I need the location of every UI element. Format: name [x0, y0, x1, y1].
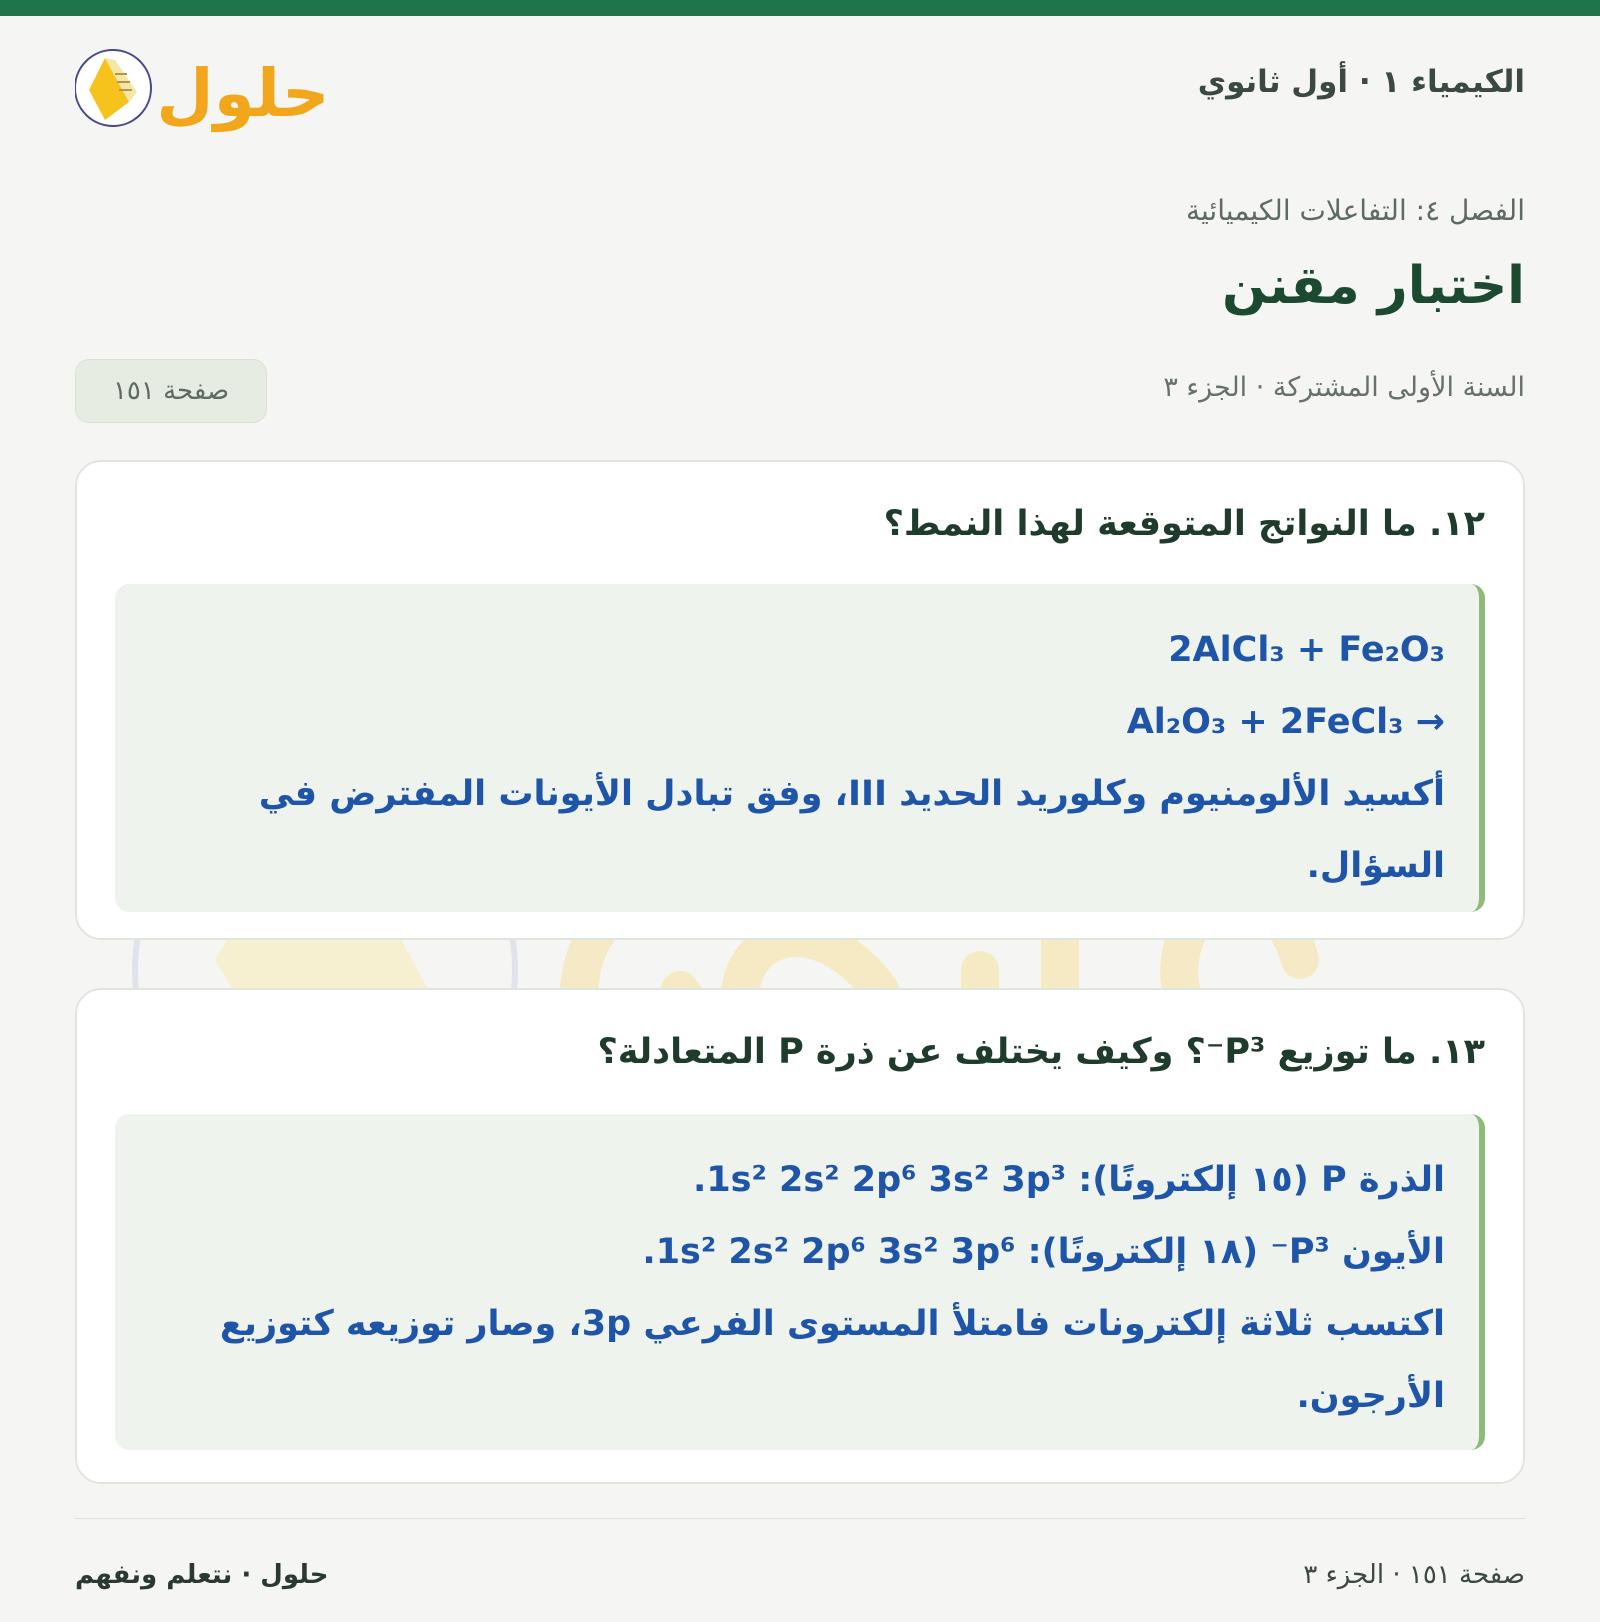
question-card-13	[75, 988, 1525, 1484]
answer-explanation: أكسيد الألومنيوم وكلوريد الحديد III، وفق تبادل الأيونات المفترض في السؤال.	[258, 774, 1445, 886]
book-title: الكيمياء ١ · أول ثانوي	[1197, 64, 1525, 100]
answer-atom-configuration: الذرة P (١٥ إلكترونًا): 1s² 2s² 2p⁶ 3s² 3p³.	[693, 1160, 1445, 1200]
book-meta: السنة الأولى المشتركة · الجزء ٣	[1163, 372, 1525, 403]
hulul-logo[interactable]	[75, 30, 335, 140]
footer-brand: حلول · نتعلم ونفهم	[75, 1560, 329, 1590]
footer-page-info: صفحة ١٥١ · الجزء ٣	[1303, 1560, 1525, 1590]
logo-wordmark: حلول	[156, 55, 330, 132]
chapter-label: الفصل ٤: التفاعلات الكيميائية	[1185, 194, 1525, 227]
answer-box	[115, 1114, 1485, 1450]
footer-divider	[75, 1518, 1525, 1519]
answer-box	[115, 584, 1485, 912]
answer-ion-configuration: الأيون P³⁻ (١٨ إلكترونًا): 1s² 2s² 2p⁶ 3s² 3p⁶.	[642, 1232, 1445, 1272]
question-text: ١٣. ما توزيع P³⁻؟ وكيف يختلف عن ذرة P المتعادلة؟	[597, 1032, 1485, 1072]
top-accent-bar	[0, 0, 1600, 16]
page-badge: صفحة ١٥١	[75, 359, 267, 423]
answer-equation-reactants: 2AlCl₃ + Fe₂O₃	[1168, 630, 1445, 670]
question-text: ١٢. ما النواتج المتوقعة لهذا النمط؟	[883, 504, 1485, 544]
answer-equation-products: → Al₂O₃ + 2FeCl₃	[1126, 702, 1445, 742]
question-card-12	[75, 460, 1525, 940]
section-title: اختبار مقنن	[1222, 256, 1525, 316]
answer-explanation: اكتسب ثلاثة إلكترونات فامتلأ المستوى الفرعي 3p، وصار توزيعه كتوزيع الأرجون.	[219, 1304, 1445, 1416]
